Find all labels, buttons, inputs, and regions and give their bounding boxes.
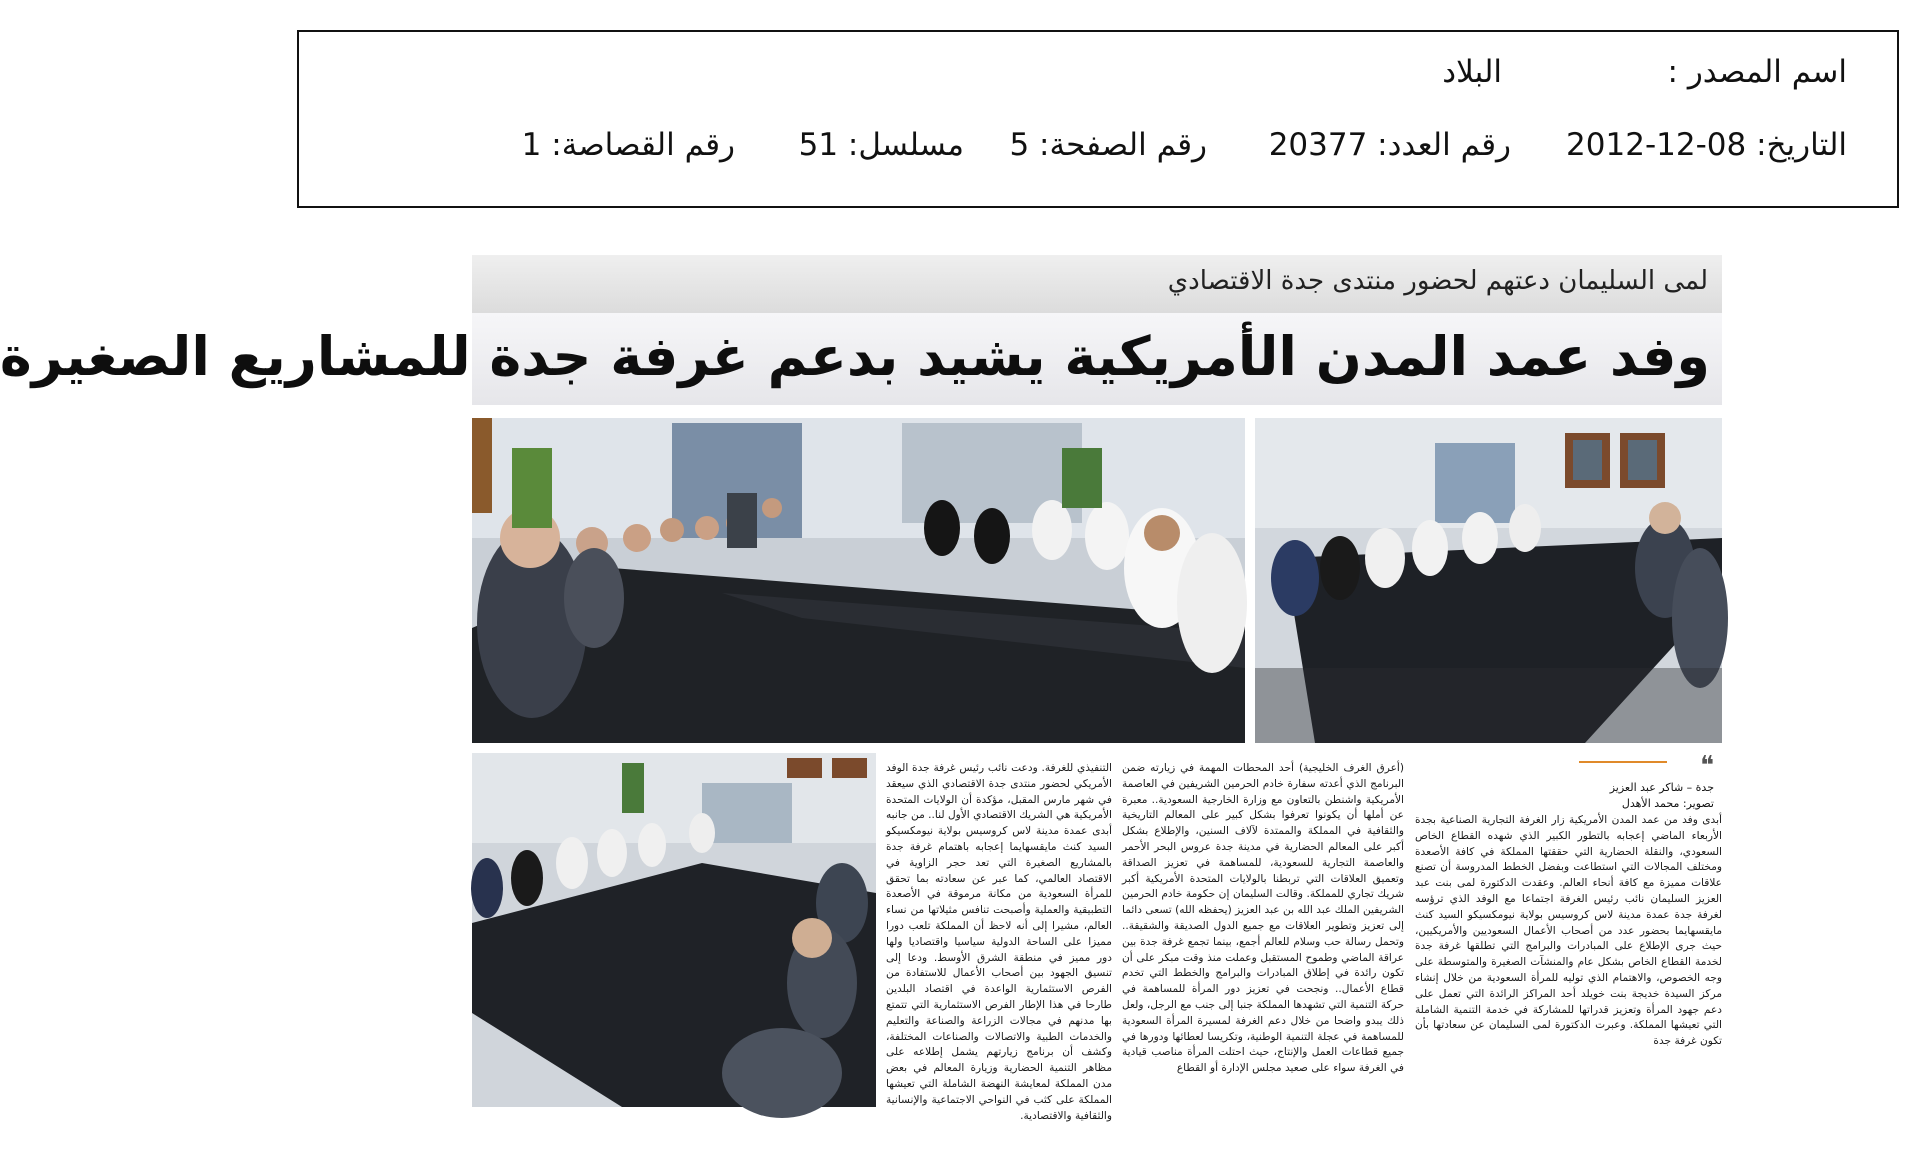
source-value: البلاد: [1442, 54, 1502, 90]
quote-accent-line: [1579, 761, 1667, 763]
serial-number: مسلسل: 51: [798, 127, 964, 163]
quote-mark: ❝: [1700, 751, 1714, 781]
meeting-photo-left: [472, 418, 1245, 743]
article-headline: وفد عمد المدن الأمريكية يشيد بدعم غرفة جدة للمشاريع الصغيرة: [0, 325, 1710, 388]
article-kicker: لمى السليمان دعتهم لحضور منتدى جدة الاقتصادي: [1167, 266, 1708, 296]
issue-number: رقم العدد: 20377: [1268, 127, 1511, 163]
article-column-2: [1122, 761, 1404, 1107]
headline-band: [0, 313, 1722, 405]
article-column-3-text: التنفيذي للغرفة. ودعت نائب رئيس غرفة جدة الوفد الأمريكي لحضور منتدى جدة الاقتصادي الذي سيعقد في شهر مارس المقبل، مؤكدة أن الولايات المتحدة الأمريكية هي الشريك الاقتصادي الأول لنا.. من جانبه أبدى عمدة مدينة لاس كروسيس بولاية نيومكسيكو السيد كنث مايقسهايما إعجابه باهتمام غرفة جدة بالمشاريع الصغيرة التي تعد حجر الزاوية في الاقتصاد العالمي، كما عبر عن سعادته بما تحقق للمرأة السعودية من مكانة مرموقة في الأصعدة التطبيقية والعملية وأصبحت تنافس مثيلاتها من نساء العالم، مشيرا إلى أنه لاحظ أن المملكة تلعب دورا مميزا على الساحة الدولية سياسيا واقتصاديا ولها دور مميز في منطقة الشرق الأوسط. ودعا إلى تنسيق الجهود بين أصحاب الأعمال للاستفادة من الفرص الاستثمارية الواعدة في اقتصاد البلدين طارحا في هذا الإطار الفرص الاستثمارية التي تتمتع بها مدنهم في مجالات الزراعة والصناعة والتعليم والخدمات الطبية والاتصالات والصناعات المختلفة، وكشف أن برنامج زيارتهم يشمل إطلاعه على مظاهر التنمية الحضارية وزيارة المعالم في بعض مدن المملكة لمعايشة النهضة الشاملة التي تعيشها المملكة على كثب في النواحي الاجتماعية والإنسانية والثقافية والاقتصادية.: [886, 762, 1112, 1122]
date-field: التاريخ: 08-12-2012: [1566, 127, 1847, 163]
article-column-1-text: أبدى وفد من عمد المدن الأمريكية زار الغرفة التجارية الصناعية بجدة الأربعاء الماضي إعجابه بالتطور الكبير الذي شهده القطاع الخاص السعودي، والنقلة الحضارية التي حققتها المملكة في كافة الأصعدة ومختلف المجالات التي استطاعت وبفضل الخطط المدروسة أن تصنع علاقات مميزة مع كافة أنحاء العالم. وعقدت الدكتورة لمى بنت عبد العزيز السليمان نائب رئيس الغرفة اجتماعا مع الوفد الذي ترؤسه لغرفة جدة عمدة مدينة لاس كروسيس بولاية نيومكسيكو السيد كنث مايقسهايما بحضور عدد من أصحاب الأعمال السعوديين والأمريكيين، حيث جرى الإطلاع على المبادرات والبرامج التي تطلقها غرفة جدة لخدمة القطاع الخاص بشكل عام والمنشآت الصغيرة والمتوسطة على وجه الخصوص، والاهتمام الذي توليه للمرأة السعودية من خلال إنشاء مركز السيدة خديجة بنت خويلد أحد المراكز الرائدة التي تعمل على دعم جهود المرأة وتعزيز قدراتها للمشاركة في خدمة التنمية الشاملة التي تعيشها المملكة. وعبرت الدكتورة لمى السليمان عن سعادتها بأن تكون غرفة جدة: [1415, 814, 1722, 1048]
source-label: اسم المصدر :: [1667, 54, 1847, 90]
clipping-header: [297, 30, 1899, 208]
article-column-2-text: (أعرق الغرف الخليجية) أحد المحطات المهمة في زيارته ضمن البرنامج الذي أعدته سفارة خادم الحرمين الشريفين في العاصمة الأمريكية واشنطن بالتعاون مع وزارة الخارجية السعودية.. معبرة عن أملها أن يكونوا تعرفوا بشكل كبير على المعالم التاريخية والثقافية في المملكة والممتدة لآلاف السنين، والإطلاع بشكل أكبر على المعالم الحضارية في مدينة جدة عروس البحر الأحمر والعاصمة التجارية للسعودية، للمساهمة في تعزيز الصداقة وتعميق العلاقات التي تربطنا بالولايات المتحدة الأمريكية أكبر شريك تجاري للمملكة. وقالت السليمان إن حكومة خادم الحرمين الشريفين الملك عبد الله بن عبد العزيز (يحفظه الله) تسعى دائما إلى تعزيز وتطوير العلاقات مع جميع الدول الصديقة والشقيقة.. وتحمل رسالة حب وسلام للعالم أجمع، بينما تجمع غرفة جدة بين عراقة الماضي وطموح المستقبل وعملت منذ وقت مبكر على أن تكون رائدة في إطلاق المبادرات والبرامج والخطط التي تخدم قطاع الأعمال.. ونجحت في تعزيز دور المرأة للمساهمة في حركة التنمية التي تشهدها المملكة جنبا إلى جنب مع الرجل، ولعل ذلك يبدو واضحا من خلال دعم الغرفة لمسيرة المرأة السعودية للمساهمة في عجلة التنمية الوطنية، وتكريسا لعطائها ودورها في جميع قطاعات العمل والإنتاج، حيث احتلت المرأة مناصب قيادية في الغرفة سواء على صعيد مجلس الإدارة أو القطاع: [1122, 762, 1404, 1075]
kicker-band: [472, 255, 1722, 313]
page-number: رقم الصفحة: 5: [1009, 127, 1207, 163]
article-byline: جدة – شاكر عبد العزيز: [1609, 781, 1714, 794]
article-column-1: [1415, 813, 1722, 1107]
clipping-number: رقم القصاصة: 1: [521, 127, 735, 163]
meeting-photo-bottom: [472, 753, 876, 1107]
meeting-photo-right: [1255, 418, 1722, 743]
newspaper-clipping: [0, 255, 1722, 1122]
article-column-3: [886, 761, 1112, 1122]
photo-credit: تصوير: محمد الأهدل: [1621, 797, 1714, 810]
